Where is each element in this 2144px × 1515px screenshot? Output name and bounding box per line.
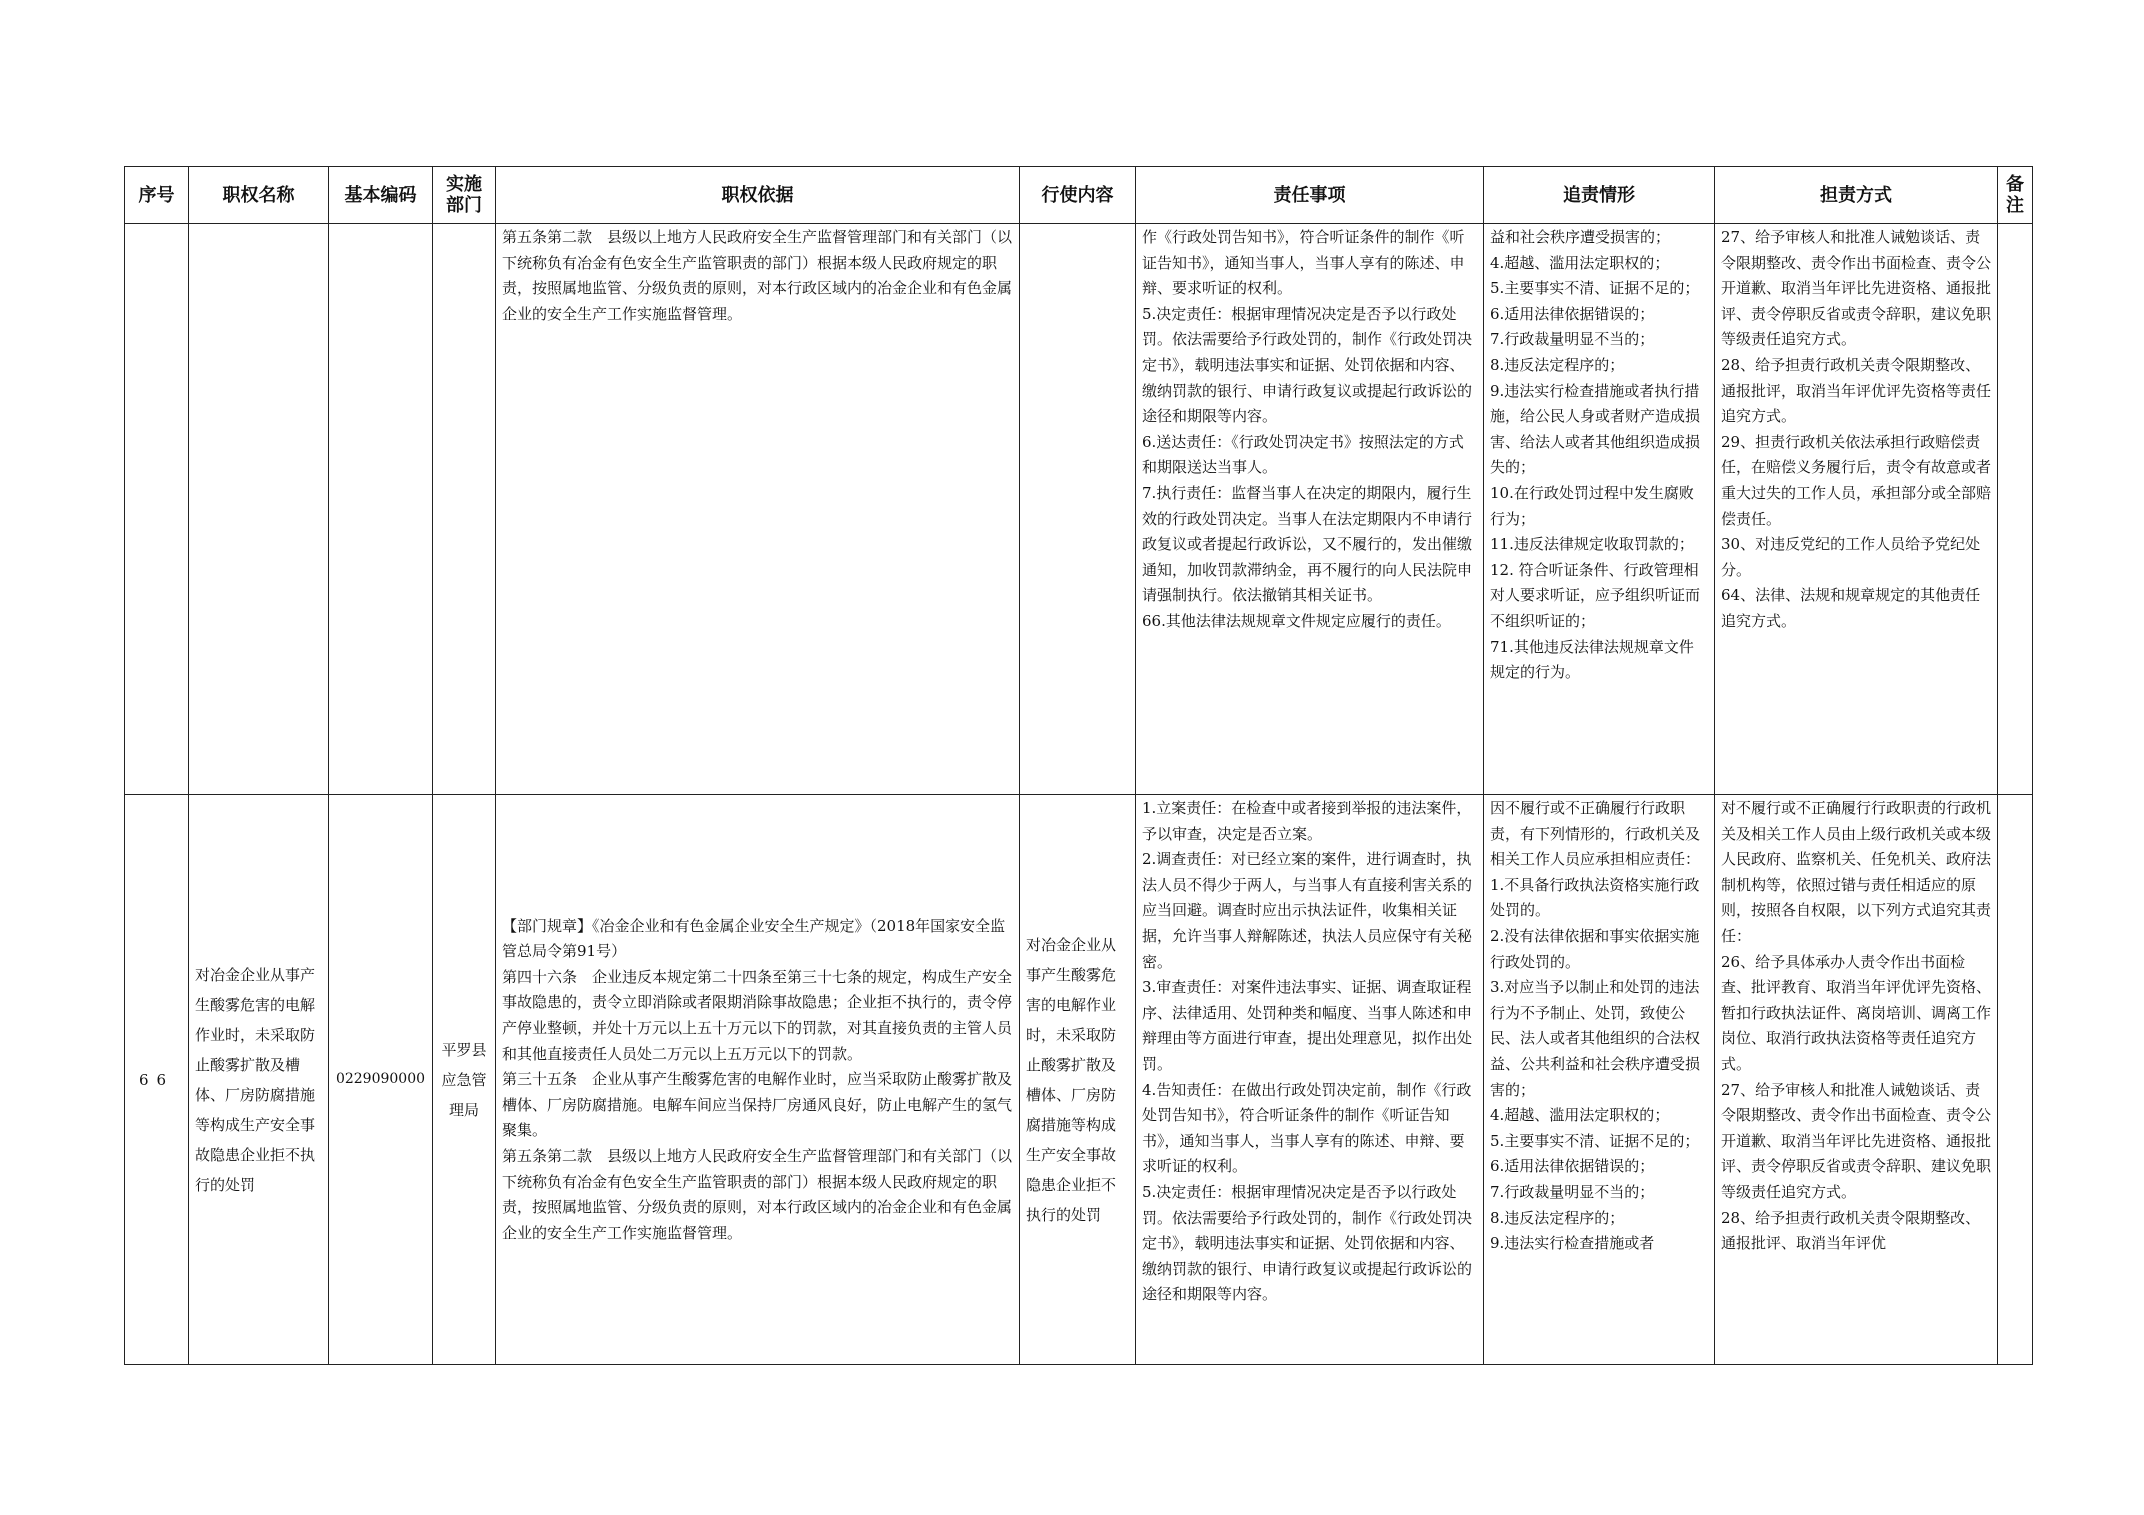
code-text: 0229090000 (335, 1070, 426, 1087)
content-text (1020, 224, 1135, 225)
cell-remark (1998, 795, 2033, 1365)
code-text (329, 224, 432, 225)
table-row (125, 795, 2033, 1365)
cell-duties (1136, 224, 1484, 795)
cell-remark (1998, 224, 2033, 795)
cell-liability (1715, 795, 1998, 1365)
cell-liability (1715, 224, 1998, 795)
header-liability: 担责方式 (1715, 167, 1998, 224)
cell-seq (125, 795, 189, 1365)
liability-text: 对不履行或不正确履行行政职责的行政机关及相关工作人员由上级行政机关或本级人民政府、监察机关、任免机关、政府法制机构等，依照过错与责任相适应的原则，按照各自权限，以下列方式追究其责任： 26、给予具体承办人责令作出书面检查、批评教育、取消当年评优评先资格、暂扣行政执法证件、离岗培训、调离工作岗位、取消行政执法资格等责任追究方式。 27、给予审核人和批准人诫勉谈话、责令限期整改、责令作出书面检查、责令公开道歉、取消当年评比先进资格、通报批评、责令停职反省或责令辞职、建议免职等级责任追究方式。 28、给予担责行政机关责令限期整改、通报批评、取消当年评优 (1721, 799, 1992, 1253)
cell-dept (433, 795, 496, 1365)
name-text (189, 224, 328, 225)
cell-content (1020, 224, 1136, 795)
basis-text: 【部门规章】《冶金企业和有色金属企业安全生产规定》（2018年国家安全监管总局令第91号） 第四十六条 企业违反本规定第二十四条至第三十七条的规定，构成生产安全事故隐患的，责令立即消除或者限期消除事故隐患；企业拒不执行的，责令停产停业整顿，并处十万元以上五十万元以下的罚款，对其直接负责的主管人员和其他直接责任人员处二万元以上五万元以下的罚款。 第三十五条 企业从事产生酸雾危害的电解作业时，应当采取防止酸雾扩散及槽体、厂房防腐措施。电解车间应当保持厂房通风良好，防止电解产生的氢气聚集。 第五条第二款 县级以上地方人民政府安全生产监督管理部门和有关部门（以下统称负有冶金有色安全生产监管职责的部门）根据本级人民政府规定的职责，按照属地监管、分级负责的原则，对本行政区域内的冶金企业和有色金属企业的安全生产工作实施监督管理。 (502, 916, 1013, 1242)
header-seq: 序号 (125, 167, 189, 224)
header-code: 基本编码 (329, 167, 433, 224)
content-text: 对冶金企业从事产生酸雾危害的电解作业时，未采取防止酸雾扩散及槽体、厂房防腐措施等构成生产安全事故隐患企业拒不执行的处罚 (1026, 936, 1117, 1224)
duties-text: 1.立案责任：在检查中或者接到举报的违法案件，予以审查，决定是否立案。 2.调查责任：对已经立案的案件，进行调查时，执法人员不得少于两人，与当事人有直接利害关系的应当回避。调查时应出示执法证件，收集相关证据，允许当事人辩解陈述，执法人员应保守有关秘密。 3.审查责任：对案件违法事实、证据、调查取证程序、法律适用、处罚种类和幅度、当事人陈述和申辩理由等方面进行审查，提出处理意见，拟作出处罚。 4.告知责任：在做出行政处罚决定前，制作《行政处罚告知书》，符合听证条件的制作《听证告知书》，通知当事人，当事人享有的陈述、申辩、要求听证的权利。 5.决定责任：根据审理情况决定是否予以行政处罚。依法需要给予行政处罚的，制作《行政处罚决定书》，载明违法事实和证据、处罚依据和内容、缴纳罚款的银行、申请行政复议或提起行政诉讼的途径和期限等内容。 (1142, 799, 1473, 1304)
header-duties: 责任事项 (1136, 167, 1484, 224)
header-content: 行使内容 (1020, 167, 1136, 224)
header-accountability: 追责情形 (1484, 167, 1715, 224)
cell-seq (125, 224, 189, 795)
cell-name (189, 795, 329, 1365)
authority-table (124, 166, 2033, 1365)
accountability-text: 因不履行或不正确履行行政职责，有下列情形的，行政机关及相关工作人员应承担相应责任： 1.不具备行政执法资格实施行政处罚的。 2.没有法律依据和事实依据实施行政处罚的。 3.对应当予以制止和处罚的违法行为不予制止、处罚，致使公民、法人或者其他组织的合法权益、公共利益和社会秩序遭受损害的； 4.超越、滥用法定职权的； 5.主要事实不清、证据不足的； 6.适用法律依据错误的； 7.行政裁量明显不当的； 8.违反法定程序的； 9.违法实行检查措施或者 (1490, 799, 1701, 1253)
dept-text: 平罗县应急管理局 (441, 1040, 487, 1119)
cell-accountability (1484, 224, 1715, 795)
name-text: 对冶金企业从事产生酸雾危害的电解作业时，未采取防止酸雾扩散及槽体、厂房防腐措施等构成生产安全事故隐患企业拒不执行的处罚 (195, 966, 316, 1194)
cell-basis (496, 795, 1020, 1365)
cell-code (329, 224, 433, 795)
table-header-row (125, 167, 2033, 224)
header-dept: 实施 部门 (433, 167, 496, 224)
cell-dept (433, 224, 496, 795)
header-basis: 职权依据 (496, 167, 1020, 224)
header-name: 职权名称 (189, 167, 329, 224)
remark-text (1998, 224, 2032, 225)
cell-code (329, 795, 433, 1365)
liability-text: 27、给予审核人和批准人诫勉谈话、责令限期整改、责令作出书面检查、责令公开道歉、取消当年评比先进资格、通报批评、责令停职反省或责令辞职，建议免职等级责任追究方式。 28、给予担责行政机关责令限期整改、通报批评，取消当年评优评先资格等责任追究方式。 29、担责行政机关依法承担行政赔偿责任，在赔偿义务履行后，责令有故意或者重大过失的工作人员，承担部分或全部赔偿责任。 30、对违反党纪的工作人员给予党纪处分。 64、法律、法规和规章规定的其他责任追究方式。 (1721, 228, 1992, 630)
cell-accountability (1484, 795, 1715, 1365)
remark-text (1998, 795, 2032, 796)
cell-basis (496, 224, 1020, 795)
accountability-text: 益和社会秩序遭受损害的； 4.超越、滥用法定职权的； 5.主要事实不清、证据不足的； 6.适用法律依据错误的； 7.行政裁量明显不当的； 8.违反法定程序的； 9.违法实行检查措施或者执行措施，给公民人身或者财产造成损害、给法人或者其他组织造成损失的； 10.在行政处罚过程中发生腐败行为； 11.违反法律规定收取罚款的； 12. 符合听证条件、行政管理相对人要求听证，应予组织听证而不组织听证的； 71.其他违反法律法规规章文件规定的行为。 (1490, 228, 1701, 682)
cell-name (189, 224, 329, 795)
header-remark: 备 注 (1998, 167, 2033, 224)
duties-text: 作《行政处罚告知书》，符合听证条件的制作《听证告知书》，通知当事人，当事人享有的陈述、申辩、要求听证的权利。 5.决定责任：根据审理情况决定是否予以行政处罚。依法需要给予行政处罚的，制作《行政处罚决定书》，载明违法事实和证据、处罚依据和内容、缴纳罚款的银行、申请行政复议或提起行政诉讼的途径和期限等内容。 6.送达责任：《行政处罚决定书》按照法定的方式和期限送达当事人。 7.执行责任：监督当事人在决定的期限内，履行生效的行政处罚决定。当事人在法定期限内不申请行政复议或者提起行政诉讼，又不履行的，发出催缴通知，加收罚款滞纳金，再不履行的向人民法院申请强制执行。依法撤销其相关证书。 66.其他法律法规规章文件规定应履行的责任。 (1142, 228, 1473, 630)
basis-text: 第五条第二款 县级以上地方人民政府安全生产监督管理部门和有关部门（以下统称负有冶金有色安全生产监管职责的部门）根据本级人民政府规定的职责，按照属地监管、分级负责的原则，对本行政区域内的冶金企业和有色金属企业的安全生产工作实施监督管理。 (502, 228, 1013, 323)
cell-content (1020, 795, 1136, 1365)
seq-text: 66 (138, 1070, 175, 1089)
cell-duties (1136, 795, 1484, 1365)
table-row (125, 224, 2033, 795)
